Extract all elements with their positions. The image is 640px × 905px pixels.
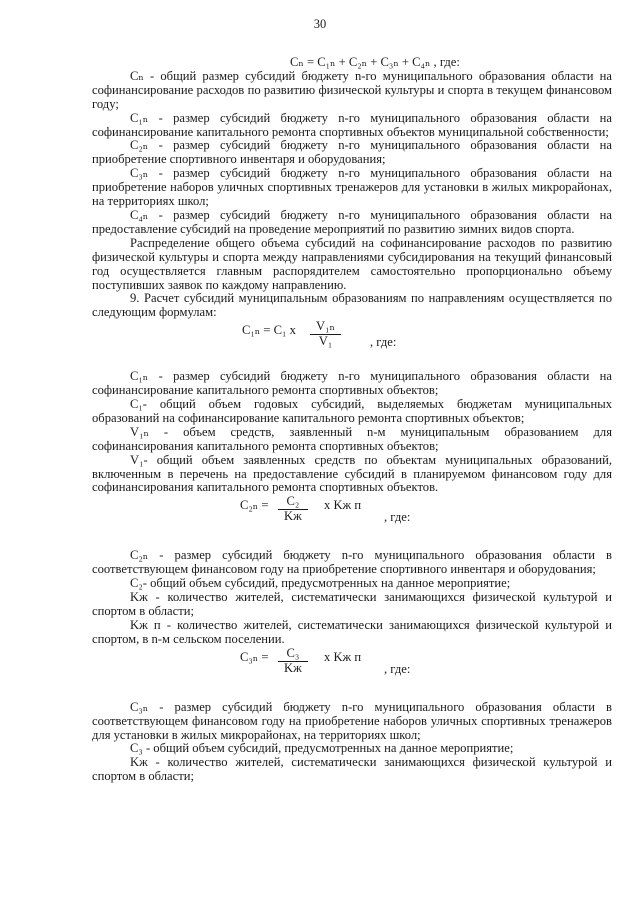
definition-kzh-2: Kж - количество жителей, систематически занимающихся физической культурой и спортом в области;: [92, 755, 612, 784]
definition-c1: C₁- общий объем годовых субсидий, выделяемых бюджетам муниципальных образований на софинансирование капитального ремонта спортивных объектов;: [92, 397, 612, 425]
distribution-paragraph: Распределение общего объема субсидий на софинансирование расходов по развитию физической культуры и спорта между направлениями субсидирования на текущий финансовый год осуществляется главным распорядителем самостоятельно пропорционально объему поступивших заявок по каждому направлению.: [92, 235, 612, 292]
fraction-denominator: Kж: [284, 509, 302, 524]
fraction-numerator: V₁ₙ: [310, 320, 341, 335]
definition-v1n: V₁ₙ - объем средств, заявленный n-м муниципальным образованием для софинансирования капитального ремонта спортивных объектов;: [92, 424, 612, 453]
formula-lhs: C₁ₙ = C₁ x: [242, 323, 296, 338]
formula-multiplier: x Kж п: [324, 498, 362, 513]
formula-lhs: C₂ₙ =: [240, 498, 269, 513]
definition-c4n: C₄ₙ - размер субсидий бюджету n-го муниципального образования области на предоставление субсидий на проведение мероприятий по развитию зимних видов спорта.: [92, 207, 612, 236]
definition-cn: Cₙ - общий размер субсидий бюджету n-го муниципального образования области на софинансирование расходов по развитию физической культуры и спорта в текущем финансовом году;: [92, 68, 612, 111]
formula-multiplier: x Kж п: [324, 649, 362, 664]
definition-c3n-2: C₃ₙ - размер субсидий бюджету n-го муниципального образования области в соответствующем финансовом году на приобретение наборов уличных спортивных тренажеров для установки в жилых микрорайонах, на территориях школ;: [92, 699, 612, 742]
formula-lhs: C₃ₙ =: [240, 649, 269, 664]
definition-c2n: C₂ₙ - размер субсидий бюджету n-го муниципального образования области на приобретение спортивного инвентаря и оборудования;: [92, 138, 612, 167]
formula-total: Cₙ = C₁ₙ + C₂ₙ + C₃ₙ + C₄ₙ , где:: [290, 55, 460, 69]
definition-v1: V₁- общий объем заявленных средств по объектам муниципальных образований, включенным в перечень на предоставление субсидий в планируемом финансовом году для софинансирования капитального ремонта спортивных объектов.: [92, 452, 612, 495]
formula-c1n: [92, 320, 612, 360]
fraction-numerator: C₃: [278, 647, 308, 662]
definition-c3n: C₃ₙ - размер субсидий бюджету n-го муниципального образования области на приобретение наборов уличных спортивных тренажеров для установки в жилых микрорайонах, на территориях школ;: [92, 166, 612, 209]
formula-fraction: [278, 647, 308, 676]
page-number: 30: [313, 17, 327, 31]
document-body: [92, 56, 612, 784]
formula-c2n: [92, 495, 612, 535]
item-9: 9. Расчет субсидий муниципальным образованиям по направлениям осуществляется по следующим формулам:: [92, 291, 612, 320]
formula-tail: , где:: [370, 335, 397, 350]
formula-fraction: [278, 495, 308, 524]
formula-fraction: [310, 320, 341, 349]
definition-kzh: Kж - количество жителей, систематически занимающихся физической культурой и спортом в области;: [92, 590, 612, 618]
fraction-denominator: V₁: [318, 334, 333, 349]
definition-c2n-2: C₂ₙ - размер субсидий бюджету n-го муниципального образования области в соответствующем финансовом году на приобретение спортивного инвентаря и оборудования;: [92, 548, 612, 577]
definition-c1n-2: C₁ₙ - размер субсидий бюджету n-го муниципального образования области на софинансирование капитального ремонта спортивных объектов;: [92, 369, 612, 398]
definition-c2: C₂- общий объем субсидий, предусмотренных на данное мероприятие;: [130, 576, 511, 591]
fraction-denominator: Kж: [284, 660, 302, 675]
fraction-numerator: C₂: [278, 495, 308, 510]
formula-c3n: [92, 647, 612, 687]
definition-c3: C₃ - общий объем субсидий, предусмотренных на данное мероприятие;: [130, 741, 514, 756]
formula-tail: , где:: [384, 661, 411, 676]
formula-tail: , где:: [384, 510, 411, 525]
definition-c1n: C₁ₙ - размер субсидий бюджету n-го муниципального образования области на софинансирование капитального ремонта спортивных объектов муниципальной собственности;: [92, 110, 612, 139]
definition-kzhn: Kж п - количество жителей, систематически занимающихся физической культурой и спортом, в n-м сельском поселении.: [92, 617, 612, 646]
